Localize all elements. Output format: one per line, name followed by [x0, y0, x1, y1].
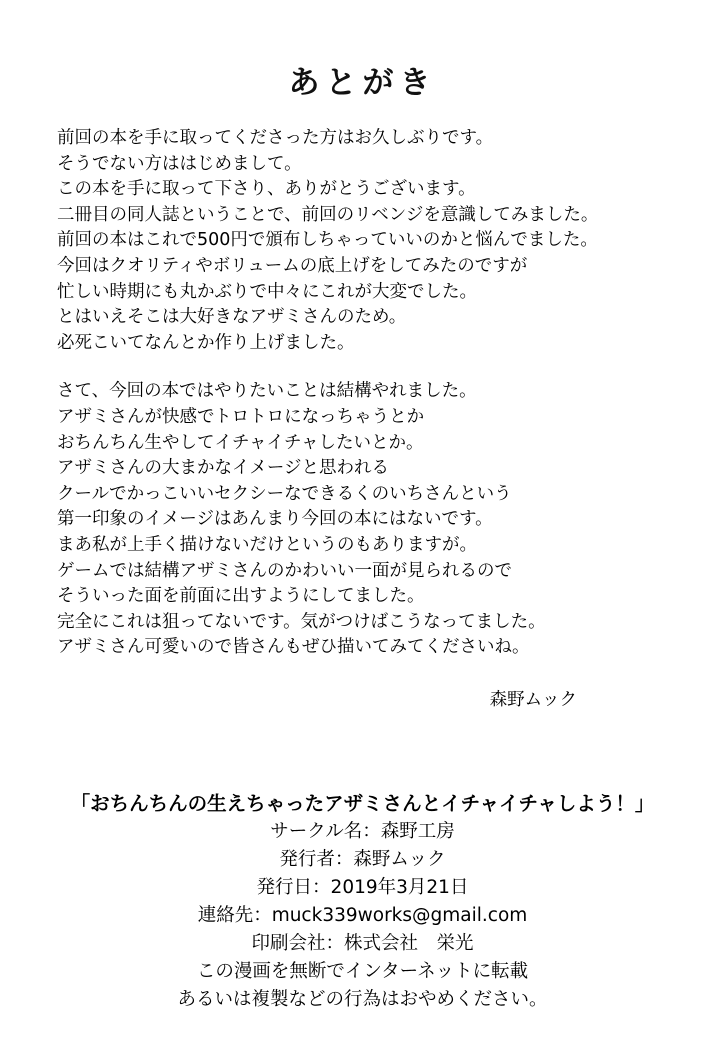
colophon-printing-company: 印刷会社：株式会社 栄光 [251, 933, 474, 954]
page-title: あとがき [288, 65, 437, 101]
colophon-publish-date: 発行日：2019年3月21日 [256, 877, 469, 898]
colophon-work-title: 「おちんちんの生えちゃったアザミさんとイチャイチャしよう！」 [70, 792, 655, 815]
afterword-line: アザミさんの大まかなイメージと思われる [57, 458, 389, 479]
author-signature: 森野ムック [489, 690, 577, 710]
colophon-circle-name: サークル名：森野工房 [270, 821, 455, 842]
afterword-line: そういった面を前面に出すようにしてました。 [57, 586, 425, 607]
colophon-contact-email: 連絡先：muck339works@gmail.com [197, 905, 528, 926]
afterword-body [57, 126, 677, 710]
afterword-line: ゲームでは結構アザミさんのかわいい一面が見られるので [57, 560, 512, 581]
afterword-line: 第一印象のイメージはあんまり今回の本にはないです。 [57, 509, 493, 530]
afterword-line: クールでかっこいいセクシーなできるくのいちさんという [57, 483, 512, 504]
afterword-paragraph-1 [57, 126, 677, 356]
colophon [0, 790, 725, 1014]
afterword-line: 今回はクオリティやボリュームの底上げをしてみたのですが [57, 255, 528, 276]
afterword-line: さて、今回の本ではやりたいことは結構やれました。 [57, 381, 477, 402]
afterword-line: 忙しい時期にも丸かぶりで中々にこれが大変でした。 [57, 281, 477, 302]
colophon-notice-line-2: あるいは複製などの行為はおやめください。 [177, 989, 548, 1010]
afterword-line: おちんちん生やしてイチャイチャしたいとか。 [57, 432, 424, 453]
colophon-publisher: 発行者：森野ムック [279, 849, 446, 870]
colophon-notice-line-1: この漫画を無断でインターネットに転載 [196, 961, 529, 982]
afterword-line: この本を手に取って下さり、ありがとうございます。 [57, 179, 476, 200]
afterword-line: 二冊目の同人誌ということで、前回のリベンジを意識してみました。 [57, 204, 599, 225]
afterword-line: アザミさんが快感でトロトロになっちゃうとか [57, 406, 425, 427]
afterword-line: とはいえそこは大好きなアザミさんのため。 [57, 307, 407, 328]
afterword-paragraph-2 [57, 379, 677, 661]
afterword-line: 必死こいてなんとか作り上げました。 [57, 332, 355, 353]
afterword-line: そうでない方ははじめまして。 [57, 153, 302, 174]
afterword-line: まあ私が上手く描けないだけというのもありますが。 [57, 534, 477, 555]
afterword-line: アザミさん可愛いので皆さんもぜひ描いてみてくださいね。 [57, 637, 530, 658]
afterword-line: 完全にこれは狙ってないです。気がつけばこうなってました。 [57, 611, 546, 632]
afterword-line: 前回の本を手に取ってくださった方はお久しぶりです。 [57, 128, 494, 148]
afterword-line: 前回の本はこれで500円で頒布しちゃっていいのかと悩んでました。 [57, 230, 598, 251]
